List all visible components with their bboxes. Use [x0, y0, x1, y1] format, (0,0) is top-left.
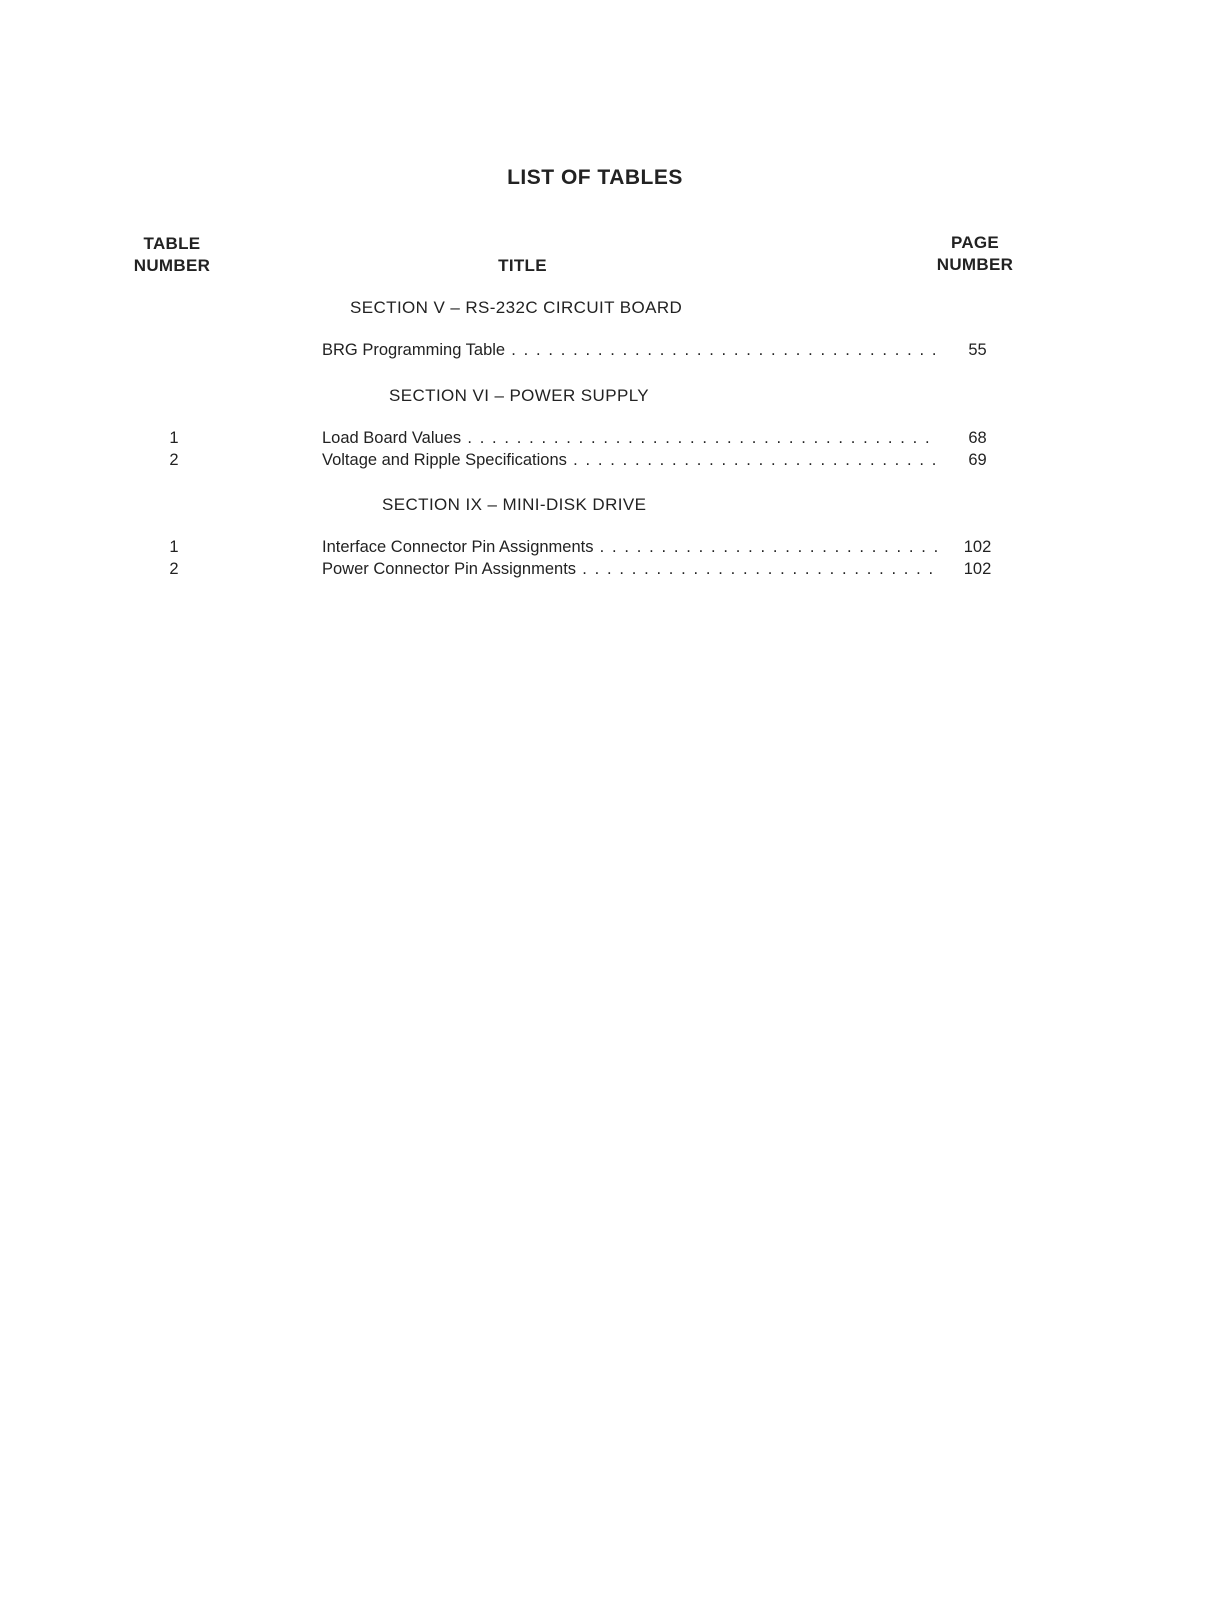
entry-number: 1 [169, 429, 179, 447]
section-heading: SECTION IX – MINI-DISK DRIVE [382, 495, 647, 514]
entry-title: Interface Connector Pin Assignments . . . [322, 538, 938, 557]
entry-title: Voltage and Ripple Specifications . . . [322, 451, 938, 470]
header-table-number [112, 233, 232, 277]
page-title: LIST OF TABLES [507, 166, 683, 189]
entry-page: 102 [963, 538, 992, 556]
section-heading: SECTION V – RS-232C CIRCUIT BOARD [350, 298, 683, 317]
header-page-number-line2: NUMBER [936, 255, 1014, 274]
entry-page: 69 [968, 451, 987, 469]
entry-number: 2 [169, 451, 179, 469]
table-entry [0, 451, 1205, 473]
entry-page: 68 [968, 429, 987, 447]
entry-title: Load Board Values . . . [322, 429, 938, 448]
entry-title: Power Connector Pin Assignments . . . [322, 560, 938, 579]
table-entry [0, 538, 1205, 560]
header-page-number-line1: PAGE [950, 233, 1000, 252]
entry-number: 1 [169, 538, 179, 556]
entry-title: BRG Programming Table . . . [322, 341, 938, 360]
header-title [440, 255, 605, 277]
entry-number: 2 [169, 560, 179, 578]
entry-page: 102 [963, 560, 992, 578]
header-title-text: TITLE [498, 256, 547, 275]
table-entry [0, 341, 1205, 363]
header-table-number-line2: NUMBER [133, 256, 211, 275]
table-entry [0, 429, 1205, 451]
section-heading: SECTION VI – POWER SUPPLY [389, 386, 650, 405]
header-page-number [915, 232, 1035, 276]
table-entry [0, 560, 1205, 582]
header-table-number-line1: TABLE [143, 234, 201, 253]
entry-page: 55 [968, 341, 987, 359]
